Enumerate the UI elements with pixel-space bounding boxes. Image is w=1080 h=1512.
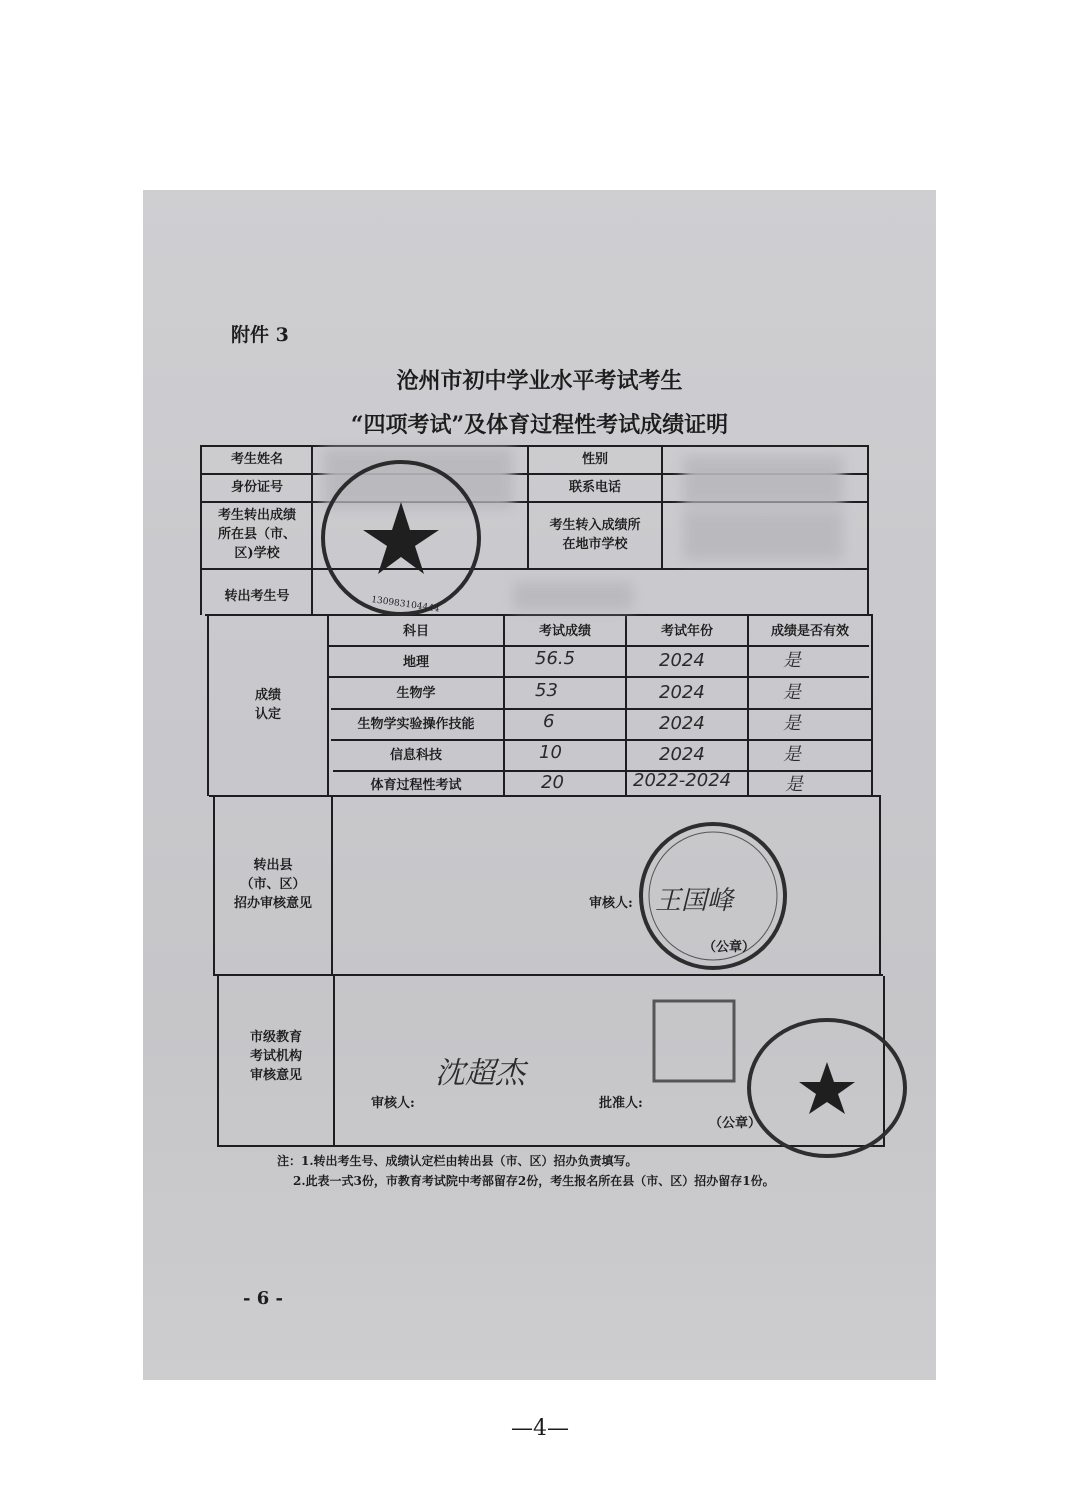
- in-school-label: 考生转入成绩所 在地市学校: [549, 518, 641, 552]
- city-reviewer-label: 审核人:: [371, 1096, 415, 1111]
- redacted-in-school: [683, 510, 843, 560]
- school-seal-stamp: [313, 450, 493, 620]
- square-seal: [649, 996, 739, 1086]
- attachment-label: 附件 3: [231, 324, 289, 346]
- city-exam-seal: [737, 1010, 907, 1160]
- document-title-line2: “四项考试”及体育过程性考试成绩证明: [350, 412, 729, 438]
- outer-page-number: —4—: [511, 1416, 569, 1441]
- header-subject: 科目: [402, 624, 429, 639]
- county-reviewer-label: 审核人:: [589, 896, 633, 911]
- county-seal-note: （公章）: [703, 940, 756, 955]
- header-valid: 成绩是否有效: [770, 624, 849, 639]
- scores-section-label: 成绩 认定: [254, 688, 281, 722]
- city-review-label: 市级教育 考试机构 审核意见: [249, 1030, 302, 1083]
- note-2: 2.此表一式3份，市教育考试院中考部留存2份，考生报名所在县（市、区）招办留存1份。: [293, 1174, 775, 1188]
- redacted-student-number: [513, 582, 633, 610]
- header-year: 考试年份: [660, 624, 713, 639]
- scanned-document: 附件 3 沧州市初中学业水平考试考生 “四项考试”及体育过程性考试成绩证明 考生姓名 性别 身份证号 联系电话 考生转出成绩 所在县（市、 区)学校 考生转入成绩所 在地市学校 转出考生号 130983104444 成绩 认定 科目 考试成绩 考试年份 成绩是否有效 地理 56.5 2024 是 生物学 53 2024 是 生物学实验操作技能 6 2024 是 信息科技 10 2024 是 体育过程性考试 20 2022-2024 是 转出县 （市、区） 招办审核意见 审核人: 王国峰 （公章） 市级教育 考试机构 审核意见 沈超杰 审核人: 批准人: （公章） 注：1.转出考生号、成绩认定栏由转出县（市、区）招办负责填写。 2.此表一式3份，市教育考试院中考部留存2份，考生报名所在县（市、区）招办留存1份。 - 6 -: [143, 190, 936, 1380]
- note-1: 注：1.转出考生号、成绩认定栏由转出县（市、区）招办负责填写。: [277, 1154, 638, 1168]
- gender-label: 性别: [581, 452, 608, 467]
- inner-page-number: - 6 -: [243, 1288, 283, 1309]
- name-label: 考生姓名: [230, 452, 283, 467]
- school-seal-number: 130983104444: [370, 595, 441, 615]
- phone-label: 联系电话: [568, 480, 621, 495]
- out-number-label: 转出考生号: [224, 589, 290, 604]
- city-reviewer-signature: 沈超杰: [435, 1056, 525, 1091]
- header-score: 考试成绩: [538, 624, 591, 639]
- city-seal-note: （公章）: [709, 1116, 762, 1131]
- out-school-label: 考生转出成绩 所在县（市、 区)学校: [217, 508, 296, 561]
- county-review-label: 转出县 （市、区） 招办审核意见: [233, 858, 312, 911]
- city-approver-label: 批准人:: [599, 1096, 643, 1111]
- id-label: 身份证号: [230, 480, 283, 495]
- redacted-gender-phone: [683, 456, 843, 506]
- document-title-line1: 沧州市初中学业水平考试考生: [396, 368, 683, 394]
- county-reviewer-signature: 王国峰: [655, 886, 734, 916]
